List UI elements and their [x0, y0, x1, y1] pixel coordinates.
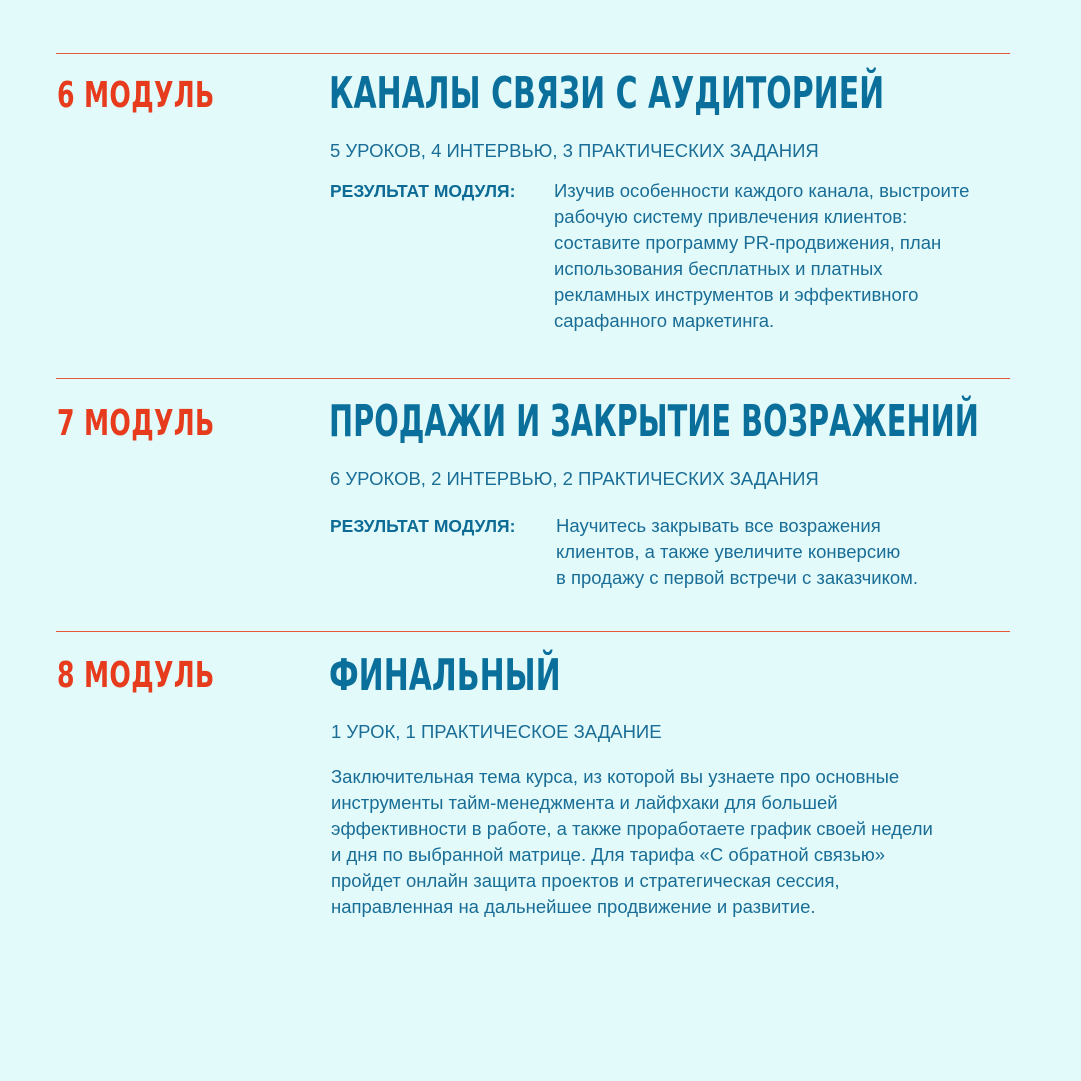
result-line: Изучив особенности каждого канала, выстроите [554, 180, 970, 201]
result-line: использования бесплатных и платных [554, 258, 883, 279]
module-8-label: 8 МОДУЛЬ [57, 655, 215, 696]
module-8-description [331, 764, 1051, 920]
module-7-label: 7 МОДУЛЬ [57, 403, 215, 444]
module-8-divider [56, 631, 1010, 632]
module-6-meta: 5 УРОКОВ, 4 ИНТЕРВЬЮ, 3 ПРАКТИЧЕСКИХ ЗАДАНИЯ [330, 140, 819, 161]
module-6-result-label: РЕЗУЛЬТАТ МОДУЛЯ: [330, 181, 516, 201]
result-line: составите программу PR-продвижения, план [554, 232, 942, 253]
module-7-meta: 6 УРОКОВ, 2 ИНТЕРВЬЮ, 2 ПРАКТИЧЕСКИХ ЗАДАНИЯ [330, 468, 819, 489]
description-line: пройдет онлайн защита проектов и стратегическая сессия, [331, 870, 840, 891]
result-line: рабочую систему привлечения клиентов: [554, 206, 908, 227]
description-line: и дня по выбранной матрице. Для тарифа «С обратной связью» [331, 844, 886, 865]
module-6-label: 6 МОДУЛЬ [57, 75, 215, 116]
module-6-divider [56, 53, 1010, 54]
result-line: рекламных инструментов и эффективного [554, 284, 919, 305]
module-7-divider [56, 378, 1010, 379]
description-line: эффективности в работе, а также проработаете график своей недели [331, 818, 933, 839]
module-6-title: КАНАЛЫ СВЯЗИ С АУДИТОРИЕЙ [329, 68, 885, 119]
result-line: клиентов, а также увеличите конверсию [556, 541, 901, 562]
result-line: сарафанного маркетинга. [554, 310, 775, 331]
module-7-result-label: РЕЗУЛЬТАТ МОДУЛЯ: [330, 516, 516, 536]
description-line: направленная на дальнейшее продвижение и развитие. [331, 896, 816, 917]
module-7-result-text [556, 513, 1056, 591]
result-line: Научитесь закрывать все возражения [556, 515, 881, 536]
description-line: Заключительная тема курса, из которой вы узнаете про основные [331, 766, 900, 787]
module-7-title: ПРОДАЖИ И ЗАКРЫТИЕ ВОЗРАЖЕНИЙ [329, 396, 979, 447]
module-8-meta: 1 УРОК, 1 ПРАКТИЧЕСКОЕ ЗАДАНИЕ [331, 721, 662, 742]
module-6-result-text [554, 178, 1054, 334]
result-line: в продажу с первой встречи с заказчиком. [556, 567, 919, 588]
description-line: инструменты тайм-менеджмента и лайфхаки для большей [331, 792, 838, 813]
module-8-title: ФИНАЛЬНЫЙ [329, 650, 561, 701]
